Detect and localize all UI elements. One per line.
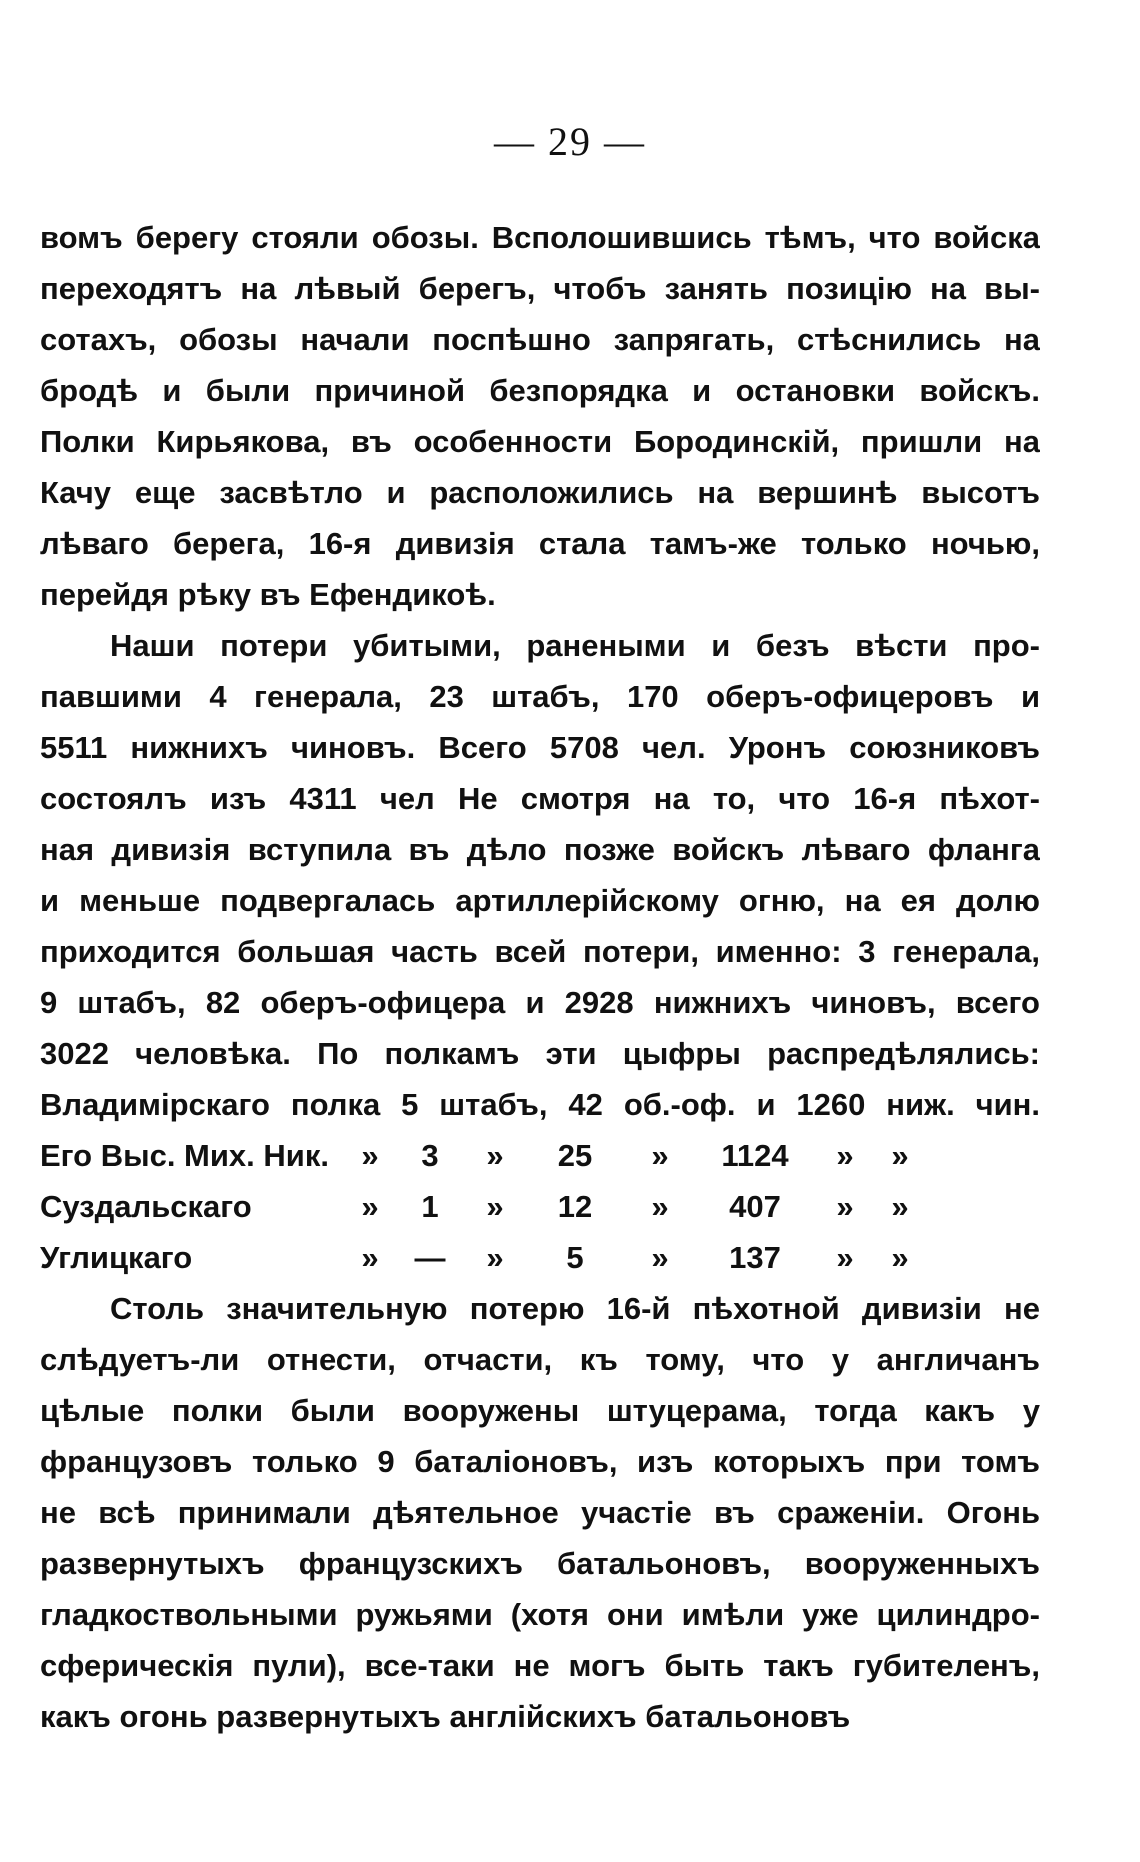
text-line: французовъ только 9 баталіоновъ, изъ которыхъ при томъ [40, 1444, 1040, 1479]
table-row [40, 1232, 1040, 1283]
text-line: Качу еще засвѣтло и расположились на вершинѣ высотъ [40, 475, 1040, 510]
table-cell: » [891, 1240, 909, 1275]
table-cell: » [651, 1240, 669, 1275]
table-cell: 1124 [721, 1138, 789, 1173]
table-cell: » [651, 1138, 669, 1173]
text-line: цѣлые полки были вооружены штуцерама, тогда какъ у [40, 1393, 1040, 1428]
text-line: Столь значительную потерю 16-й пѣхотной дивизіи не [110, 1291, 1040, 1326]
table-cell: — [414, 1240, 446, 1275]
text-line: ная дивизія вступила въ дѣло позже войскъ лѣваго фланга [40, 832, 1040, 867]
table-row [40, 1181, 1040, 1232]
text-line: сотахъ, обозы начали поспѣшно запрягать, стѣснились на [40, 322, 1040, 357]
text-line: сферическія пули), все-таки не могъ быть такъ губителенъ, [40, 1648, 1040, 1683]
text-line: гладкоствольными ружьями (хотя они имѣли уже цилиндро- [40, 1597, 1040, 1632]
table-cell: Углицкаго [40, 1240, 193, 1275]
table-cell: 407 [729, 1189, 781, 1224]
text-line: приходится большая часть всей потери, именно: 3 генерала, [40, 934, 1040, 969]
table-cell: » [836, 1138, 854, 1173]
text-line: павшими 4 генерала, 23 штабъ, 170 оберъ-офицеровъ и [40, 679, 1040, 714]
table-cell: Его Выс. Мих. Ник. [40, 1138, 329, 1173]
table-cell: » [486, 1240, 504, 1275]
table-cell: Суздальскаго [40, 1189, 252, 1224]
table-cell: » [891, 1189, 909, 1224]
text-line: слѣдуетъ-ли отнести, отчасти, къ тому, что у англичанъ [40, 1342, 1040, 1377]
table-cell: » [361, 1138, 379, 1173]
table-cell: » [891, 1138, 909, 1173]
table-cell: 25 [557, 1138, 593, 1173]
text-line: и меньше подвергалась артиллерійскому огню, на ея долю [40, 883, 1040, 918]
table-cell: » [486, 1189, 504, 1224]
text-line: Владимірскаго полка 5 штабъ, 42 об.-оф. и 1260 ниж. чин. [40, 1087, 1040, 1122]
text-line: Полки Кирьякова, въ особенности Бородинскій, пришли на [40, 424, 1040, 459]
table-cell: » [361, 1189, 379, 1224]
text-line: какъ огонь развернутыхъ англійскихъ батальоновъ [40, 1699, 851, 1734]
text-line: развернутыхъ французскихъ батальоновъ, вооруженныхъ [40, 1546, 1040, 1581]
table-cell: » [836, 1240, 854, 1275]
table-cell: 3 [421, 1138, 439, 1173]
text-line: 5511 нижнихъ чиновъ. Всего 5708 чел. Уронъ союзниковъ [40, 730, 1040, 765]
table-cell: » [651, 1189, 669, 1224]
table-cell: 137 [729, 1240, 781, 1275]
page-number: — 29 — [494, 119, 646, 164]
text-line: состоялъ изъ 4311 чел Не смотря на то, что 16-я пѣхот- [40, 781, 1040, 816]
page-body [40, 212, 1040, 1742]
text-line: 9 штабъ, 82 оберъ-офицера и 2928 нижнихъ чиновъ, всего [40, 985, 1040, 1020]
text-line: бродѣ и были причиной безпорядка и остановки войскъ. [40, 373, 1040, 408]
text-line: Наши потери убитыми, ранеными и безъ вѣсти про- [110, 628, 1040, 663]
text-line: вомъ берегу стояли обозы. Всполошившись тѣмъ, что войска [40, 220, 1040, 255]
casualty-table [40, 1130, 1040, 1283]
paragraph-3 [40, 1283, 1040, 1742]
table-row [40, 1130, 1040, 1181]
text-line: перейдя рѣку въ Ефендикоѣ. [40, 577, 496, 612]
table-cell: » [836, 1189, 854, 1224]
table-cell: 5 [566, 1240, 584, 1275]
table-cell: » [361, 1240, 379, 1275]
text-line: не всѣ принимали дѣятельное участіе въ сраженіи. Огонь [40, 1495, 1040, 1530]
paragraph-1 [40, 212, 1040, 620]
text-line: переходятъ на лѣвый берегъ, чтобъ занять позицію на вы- [40, 271, 1040, 306]
table-cell: 12 [557, 1189, 593, 1224]
table-cell: » [486, 1138, 504, 1173]
paragraph-2 [40, 620, 1040, 1130]
table-cell: 1 [421, 1189, 439, 1224]
text-line: лѣваго берега, 16-я дивизія стала тамъ-же только ночью, [40, 526, 1040, 561]
text-line: 3022 человѣка. По полкамъ эти цыфры распредѣлялись: [40, 1036, 1040, 1071]
